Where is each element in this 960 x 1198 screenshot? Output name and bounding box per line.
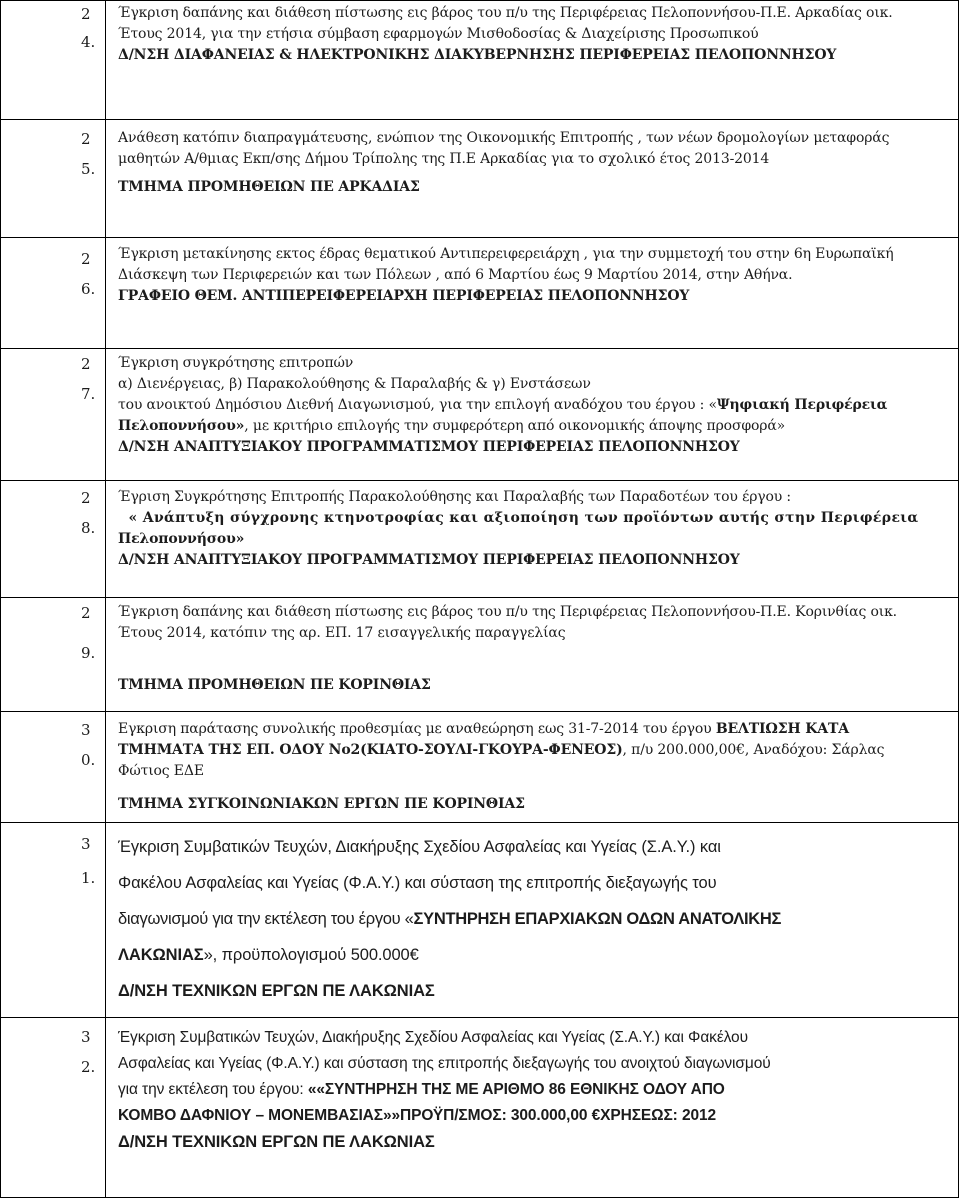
item-number-bottom: 4. bbox=[81, 33, 96, 51]
text-segment: για την εκτέλεση του έργου: bbox=[118, 1081, 308, 1098]
item-line bbox=[118, 740, 950, 761]
text-segment-bold: ««ΣΥΝΤΗΡΗΣΗ ΤΗΣ ΜΕ ΑΡΙΘΜΟ 86 ΕΘΝΙΚΗΣ ΟΔΟΥ ΑΠΟ bbox=[307, 1081, 725, 1098]
item-number-top: 2 bbox=[81, 489, 91, 507]
agenda-row bbox=[1, 238, 959, 349]
text-segment: , με κριτήριο επιλογής την συμφερότερη από οικονομικής άποψης προσφορά» bbox=[244, 418, 786, 434]
item-number-top: 2 bbox=[81, 604, 91, 622]
text-segment-bold: ΒΕΛΤΙΩΣΗ ΚΑΤΑ bbox=[715, 721, 849, 737]
department-label: ΓΡΑΦΕΙΟ ΘΕΜ. ΑΝΤΙΠΕΡΕΙΦΕΡΕΙΑΡΧΗ ΠΕΡΙΦΕΡΕΙΑΣ ΠΕΛΟΠΟΝΝΗΣΟΥ bbox=[118, 288, 690, 304]
item-number-bottom: 6. bbox=[81, 280, 96, 298]
item-number-top: 2 bbox=[81, 355, 91, 373]
item-number-top: 3 bbox=[81, 721, 91, 739]
item-line bbox=[118, 353, 950, 374]
item-number-cell bbox=[1, 1018, 106, 1198]
text-segment: του ανοικτού Δημόσιου Διεθνή Διαγωνισμού, για την επιλογή αναδόχου του έργου : « bbox=[118, 397, 717, 413]
text-segment: Ασφαλείας και Υγείας (Φ.Α.Υ.) και σύσταση της επιτροπής διεξαγωγής του ανοιχτού διαγωνισμού bbox=[118, 1055, 771, 1072]
item-line bbox=[118, 24, 950, 45]
item-number-cell bbox=[1, 598, 106, 712]
text-segment: Εγκριση παράτασης συνολικής προθεσμίας με αναθεώρηση εως 31-7-2014 του έργου bbox=[118, 721, 716, 737]
item-number-top: 2 bbox=[81, 130, 91, 148]
text-segment: Έγκριση δαπάνης και διάθεση πίστωσης εις βάρος του π/υ της Περιφέρειας Πελοποννήσου-Π.Ε. Αρκαδίας οικ. bbox=[118, 5, 893, 21]
item-line bbox=[118, 374, 950, 395]
item-line bbox=[118, 128, 950, 149]
text-segment: Φακέλου Ασφαλείας και Υγείας (Φ.Α.Υ.) και σύσταση της επιτροπής διεξαγωγής του bbox=[118, 874, 717, 892]
text-segment: Έγκριση μετακίνησης εκτος έδρας θεματικού Αντιπερειφερειάρχη , για την συμμετοχή του στην 6η Ευρωπαϊκή bbox=[118, 246, 894, 262]
text-segment: », προϋπολογισμού 500.000€ bbox=[203, 946, 419, 964]
item-line bbox=[118, 602, 950, 623]
item-number-bottom: 9. bbox=[81, 644, 96, 662]
text-segment: Έγκριση Συμβατικών Τευχών, Διακήρυξης Σχεδίου Ασφαλείας και Υγείας (Σ.Α.Υ.) και bbox=[118, 838, 721, 856]
agenda-row bbox=[1, 120, 959, 238]
item-text-cell bbox=[106, 349, 959, 481]
item-text-cell bbox=[106, 481, 959, 598]
agenda-row bbox=[1, 598, 959, 712]
item-number-top: 2 bbox=[81, 5, 91, 23]
item-number-bottom: 7. bbox=[81, 385, 96, 403]
item-line bbox=[118, 487, 950, 508]
item-text-cell bbox=[106, 238, 959, 349]
item-number-cell bbox=[1, 823, 106, 1018]
text-segment: διαγωνισμού για την εκτέλεση του έργου « bbox=[118, 910, 414, 928]
item-number-bottom: 5. bbox=[81, 160, 96, 178]
agenda-row bbox=[1, 1018, 959, 1198]
text-segment: Έγκριση συγκρότησης επιτροπών bbox=[118, 355, 354, 371]
text-segment: Ανάθεση κατόπιν διαπραγμάτευσης, ενώπιον της Οικονομικής Επιτροπής , των νέων δρομολογίων μεταφοράς bbox=[118, 130, 890, 146]
item-number-bottom: 8. bbox=[81, 519, 96, 537]
item-number-cell bbox=[1, 120, 106, 238]
item-number-top: 3 bbox=[81, 835, 91, 853]
item-line bbox=[118, 761, 950, 782]
text-segment-bold: Ψηφιακή Περιφέρεια bbox=[716, 397, 888, 413]
item-line bbox=[118, 1077, 950, 1103]
item-text-cell bbox=[106, 598, 959, 712]
text-segment-bold: ΚΟΜΒΟ ΔΑΦΝΙΟΥ – ΜΟΝΕΜΒΑΣΙΑΣ»»ΠΡΟΫΠ/ΣΜΟΣ: 300.000,00 €ΧΡΗΣΕΩΣ: 2012 bbox=[118, 1107, 717, 1124]
item-number-top: 2 bbox=[81, 250, 91, 268]
item-line bbox=[118, 265, 950, 286]
text-segment-bold: Πελοποννήσου» bbox=[118, 531, 245, 547]
text-segment: Έγριση Συγκρότησης Επιτροπής Παρακολούθησης και Παραλαβής των Παραδοτέων του έργου : bbox=[118, 489, 792, 505]
text-segment-bold: ΣΥΝΤΗΡΗΣΗ ΕΠΑΡΧΙΑΚΩΝ ΟΔΩΝ ΑΝΑΤΟΛΙΚΗΣ bbox=[413, 910, 782, 928]
item-line bbox=[118, 901, 950, 937]
item-number-cell bbox=[1, 349, 106, 481]
item-line bbox=[118, 395, 950, 416]
item-line bbox=[118, 623, 950, 644]
item-number-cell bbox=[1, 1, 106, 120]
item-number-cell bbox=[1, 481, 106, 598]
agenda-row bbox=[1, 712, 959, 823]
item-number-bottom: 0. bbox=[81, 751, 96, 769]
item-number-bottom: 1. bbox=[81, 869, 96, 887]
agenda-row bbox=[1, 823, 959, 1018]
item-text-cell bbox=[106, 1, 959, 120]
text-segment-bold: « Ανάπτυξη σύγχρονης κτηνοτροφίας και αξιοποίηση των προϊόντων αυτής στην Περιφέρεια bbox=[118, 510, 919, 526]
text-segment: Έγκριση Συμβατικών Τευχών, Διακήρυξης Σχεδίου Ασφαλείας και Υγείας (Σ.Α.Υ.) και Φακέλου bbox=[118, 1029, 748, 1046]
department-label: Δ/ΝΣΗ ΤΕΧΝΙΚΩΝ ΕΡΓΩΝ ΠΕ ΛΑΚΩΝΙΑΣ bbox=[118, 1133, 435, 1151]
text-segment: Διάσκεψη των Περιφερειών και των Πόλεων , από 6 Μαρτίου έως 9 Μαρτίου 2014, στην Αθήνα. bbox=[118, 267, 793, 283]
text-segment: Έτους 2014, για την ετήσια σύμβαση εφαρμογών Μισθοδοσίας & Διαχείρισης Προσωπικού bbox=[118, 26, 759, 42]
item-line bbox=[118, 508, 950, 529]
item-line bbox=[118, 244, 950, 265]
item-line bbox=[118, 937, 950, 973]
text-segment-bold: ΛΑΚΩΝΙΑΣ bbox=[118, 946, 204, 964]
department-label: ΤΜΗΜΑ ΠΡΟΜΗΘΕΙΩΝ ΠΕ ΚΟΡΙΝΘΙΑΣ bbox=[118, 677, 431, 693]
agenda-row bbox=[1, 481, 959, 598]
text-segment: , π/υ 200.000,00€, Αναδόχου: Σάρλας bbox=[622, 742, 885, 758]
text-segment: Έτους 2014, κατόπιν της αρ. ΕΠ. 17 εισαγγελικής παραγγελίας bbox=[118, 625, 566, 641]
item-line bbox=[118, 719, 950, 740]
department-label: ΤΜΗΜΑ ΠΡΟΜΗΘΕΙΩΝ ΠΕ ΑΡΚΑΔΙΑΣ bbox=[118, 179, 420, 195]
item-line bbox=[118, 416, 950, 437]
item-line bbox=[118, 865, 950, 901]
item-line bbox=[118, 1025, 950, 1051]
item-line bbox=[118, 529, 950, 550]
department-label: Δ/ΝΣΗ ΑΝΑΠΤΥΞΙΑΚΟΥ ΠΡΟΓΡΑΜΜΑΤΙΣΜΟΥ ΠΕΡΙΦΕΡΕΙΑΣ ΠΕΛΟΠΟΝΝΗΣΟΥ bbox=[118, 552, 740, 568]
text-segment: μαθητών Α/θμιας Εκπ/σης Δήμου Τρίπολης της Π.Ε Αρκαδίας για το σχολικό έτος 2013-2014 bbox=[118, 151, 770, 167]
item-line bbox=[118, 1103, 950, 1129]
item-line bbox=[118, 149, 950, 170]
text-segment: Έγκριση δαπάνης και διάθεση πίστωσης εις βάρος του π/υ της Περιφέρειας Πελοποννήσου-Π.Ε. Κορινθίας οικ. bbox=[118, 604, 897, 620]
text-segment-bold: ΤΜΗΜΑΤΑ ΤΗΣ ΕΠ. ΟΔΟΥ Νο2(ΚΙΑΤΟ-ΣΟΥΛΙ-ΓΚΟΥΡΑ-ΦΕΝΕΟΣ) bbox=[118, 742, 623, 758]
item-text-cell bbox=[106, 823, 959, 1018]
item-line bbox=[118, 3, 950, 24]
text-segment: Φώτιος ΕΔΕ bbox=[118, 763, 204, 779]
department-label: ΤΜΗΜΑ ΣΥΓΚΟΙΝΩΝΙΑΚΩΝ ΕΡΓΩΝ ΠΕ ΚΟΡΙΝΘΙΑΣ bbox=[118, 796, 525, 812]
agenda-row bbox=[1, 349, 959, 481]
department-label: Δ/ΝΣΗ ΑΝΑΠΤΥΞΙΑΚΟΥ ΠΡΟΓΡΑΜΜΑΤΙΣΜΟΥ ΠΕΡΙΦΕΡΕΙΑΣ ΠΕΛΟΠΟΝΝΗΣΟΥ bbox=[118, 439, 740, 455]
item-line bbox=[118, 1051, 950, 1077]
department-label: Δ/ΝΣΗ ΔΙΑΦΑΝΕΙΑΣ & ΗΛΕΚΤΡΟΝΙΚΗΣ ΔΙΑΚΥΒΕΡΝΗΣΗΣ ΠΕΡΙΦΕΡΕΙΑΣ ΠΕΛΟΠΟΝΝΗΣΟΥ bbox=[118, 47, 837, 63]
item-number-cell bbox=[1, 238, 106, 349]
item-text-cell bbox=[106, 120, 959, 238]
item-text-cell bbox=[106, 1018, 959, 1198]
item-number-top: 3 bbox=[81, 1028, 91, 1046]
text-segment: α) Διενέργειας, β) Παρακολούθησης & Παραλαβής & γ) Ενστάσεων bbox=[118, 376, 591, 392]
item-text-cell bbox=[106, 712, 959, 823]
text-segment-bold: Πελοποννήσου» bbox=[118, 418, 245, 434]
item-line bbox=[118, 829, 950, 865]
item-number-cell bbox=[1, 712, 106, 823]
agenda-row bbox=[1, 1, 959, 120]
item-number-bottom: 2. bbox=[81, 1058, 96, 1076]
department-label: Δ/ΝΣΗ ΤΕΧΝΙΚΩΝ ΕΡΓΩΝ ΠΕ ΛΑΚΩΝΙΑΣ bbox=[118, 982, 435, 1000]
